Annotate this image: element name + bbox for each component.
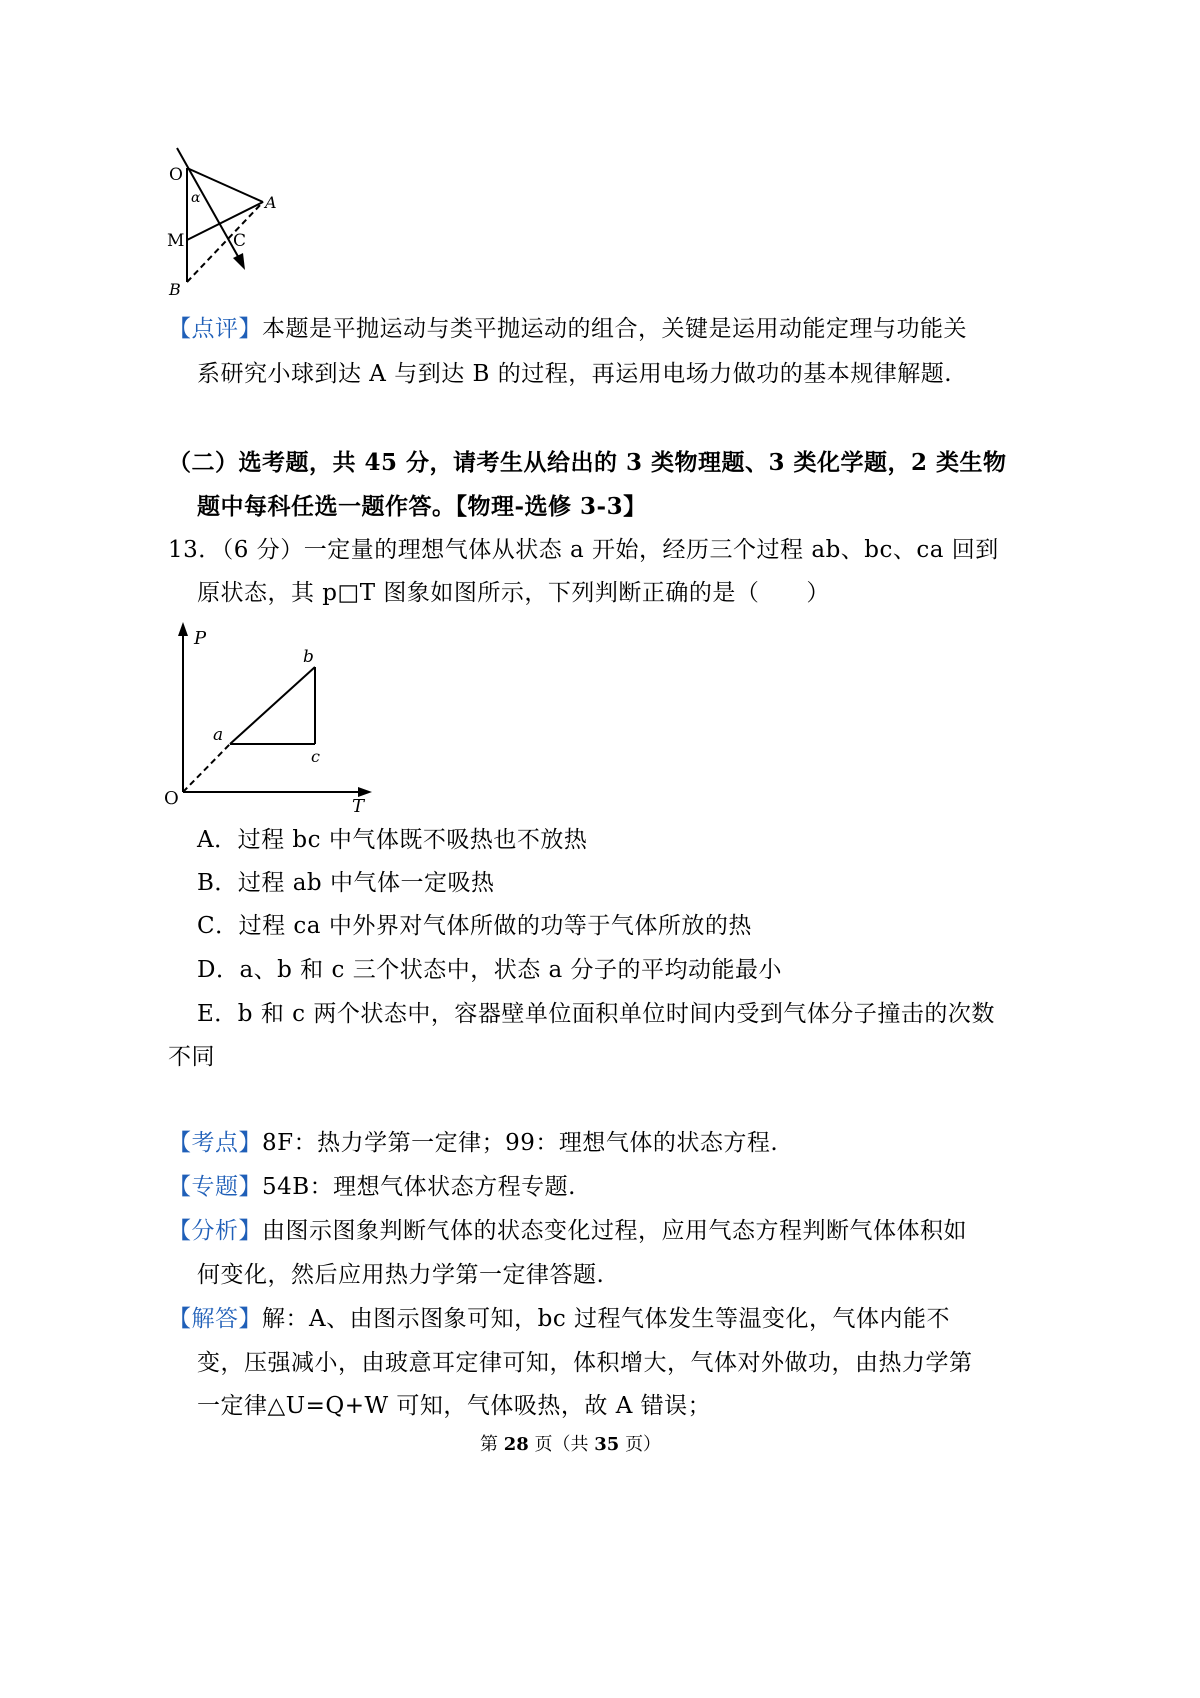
fenxi-line-2: 何变化，然后应用热力学第一定律答题. (197, 1262, 605, 1288)
pt-diagram (160, 620, 380, 815)
label-m: M (167, 231, 185, 251)
dashed-line-ba (187, 202, 263, 282)
label-t: T (352, 796, 365, 815)
fenxi-tag: 【分析】 (168, 1218, 262, 1244)
jieda-line-1 (168, 1304, 950, 1334)
question-line-1: 13．（6 分）一定量的理想气体从状态 a 开始，经历三个过程 ab、bc、ca 回到 (168, 537, 999, 563)
dashed-origin-line (183, 744, 230, 792)
kaodian-text: 8F：热力学第一定律；99：理想气体的状态方程. (262, 1130, 779, 1156)
label-state-c: c (311, 747, 320, 766)
arrow-head-icon (233, 253, 245, 270)
footer-total-pages: 35 (594, 1434, 620, 1455)
option-c: C．过程 ca 中外界对气体所做的功等于气体所放的热 (197, 913, 752, 939)
jieda-line-2: 变，压强减小，由玻意耳定律可知，体积增大，气体对外做功，由热力学第 (197, 1350, 973, 1376)
section-heading-line-2: 题中每科任选一题作答。【物理-选修 3-3】 (197, 493, 647, 520)
p-axis-arrow-icon (178, 622, 188, 636)
zhuanti-line (168, 1172, 576, 1202)
projectile-diagram (165, 140, 295, 305)
question-line-2: 原状态，其 p□T 图象如图所示，下列判断正确的是（ ） (197, 580, 830, 606)
option-e: E．b 和 c 两个状态中，容器壁单位面积单位时间内受到气体分子撞击的次数 (197, 1001, 995, 1027)
option-a: A．过程 bc 中气体既不吸热也不放热 (197, 827, 588, 853)
comment-tag: 【点评】 (168, 316, 262, 342)
footer-mid: 页（共 (534, 1434, 589, 1455)
label-p: P (194, 628, 207, 649)
label-b: B (169, 280, 181, 299)
label-alpha: α (191, 190, 201, 206)
footer-suffix: 页） (625, 1434, 662, 1455)
option-b: B．过程 ab 中气体一定吸热 (197, 870, 495, 896)
zhuanti-tag: 【专题】 (168, 1174, 262, 1200)
option-d: D．a、b 和 c 三个状态中，状态 a 分子的平均动能最小 (197, 957, 783, 983)
label-c: C (233, 231, 247, 251)
kaodian-line (168, 1128, 778, 1158)
jieda-line-3: 一定律△U=Q+W 可知，气体吸热，故 A 错误； (197, 1393, 712, 1419)
label-state-a: a (213, 725, 224, 745)
option-e-continuation: 不同 (168, 1044, 215, 1070)
fenxi-text-1: 由图示图象判断气体的状态变化过程，应用气态方程判断气体体积如 (262, 1218, 967, 1244)
comment-line-2: 系研究小球到达 A 与到达 B 的过程，再运用电场力做功的基本规律解题. (197, 361, 953, 387)
comment-text-1: 本题是平抛运动与类平抛运动的组合，关键是运用动能定理与功能关 (262, 316, 967, 342)
footer-page-number: 28 (503, 1434, 529, 1455)
kaodian-tag: 【考点】 (168, 1130, 262, 1156)
zhuanti-text: 54B：理想气体状态方程专题. (262, 1174, 576, 1200)
jieda-tag: 【解答】 (168, 1306, 262, 1332)
comment-line-1 (168, 314, 967, 344)
page-footer (480, 1434, 661, 1456)
jieda-text-1: 解：A、由图示图象可知，bc 过程气体发生等温变化，气体内能不 (262, 1306, 951, 1332)
label-o: O (169, 165, 183, 185)
footer-prefix: 第 (480, 1434, 498, 1455)
label-state-b: b (303, 647, 314, 667)
process-ab-line (230, 667, 315, 744)
label-a: A (265, 193, 277, 212)
fenxi-line-1 (168, 1216, 967, 1246)
label-origin: O (164, 788, 179, 809)
section-heading-line-1: （二）选考题，共 45 分，请考生从给出的 3 类物理题、3 类化学题，2 类生物 (168, 449, 1007, 476)
